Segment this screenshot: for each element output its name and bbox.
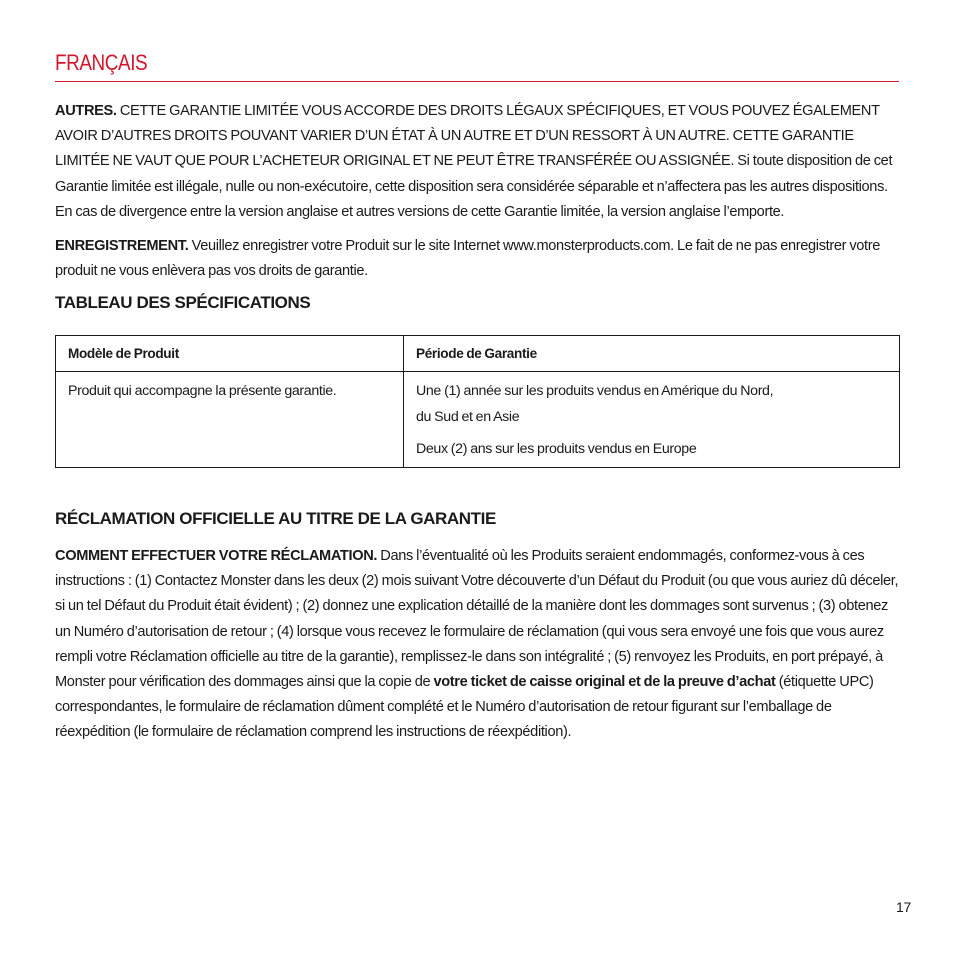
table-row [56,372,900,468]
period-line: Deux (2) ans sur les produits vendus en Europe [416,441,697,457]
claim-emphasis: votre ticket de caisse original et de la preuve d’achat [433,674,776,691]
claim-text: Dans l’éventualité où les Produits seraient endommagés, conformez-vous à ces instructions : (1) Contactez Monster dans les deux (2) mois suivant Votre découverte d’un Défaut du Produit (ou que vous auriez dû déceler, si un tel Défaut du Produit était évident) ; (2) donnez une explication détaillé de la manière dont les dommages sont survenus ; (3) obtenez un Numéro d’autorisation de retour ; (4) lorsque vous recevez le formulaire de réclamation (qui vous sera envoyé une fois que vous aurez rempli votre Réclamation officielle au titre de la garantie), remplissez-le dans son intégralité ; (5) renvoyez les Produits, en port prépayé, à Monster pour vérification des dommages ainsi que la copie de [55,548,899,691]
page-number: 17 [896,899,911,915]
language-title: FRANÇAIS [55,50,148,75]
other-rights-paragraph [55,99,900,225]
product-cell: Produit qui accompagne la présente garantie. [56,372,404,468]
claim-heading: RÉCLAMATION OFFICIELLE AU TITRE DE LA GARANTIE [55,509,496,528]
period-cell [404,372,900,468]
claim-label: COMMENT EFFECTUER VOTRE RÉCLAMATION. [55,548,378,564]
title-divider [55,81,899,82]
table-header-row [56,336,900,372]
period-line: Une (1) année sur les produits vendus en Amérique du Nord, [416,383,774,399]
column-header-product: Modèle de Produit [56,336,404,372]
column-header-period: Période de Garantie [404,336,900,372]
spec-table [55,335,900,468]
registration-paragraph [55,234,900,284]
other-rights-text: CETTE GARANTIE LIMITÉE VOUS ACCORDE DES DROITS LÉGAUX SPÉCIFIQUES, ET VOUS POUVEZ ÉGALEMENT AVOIR D’AUTRES DROITS POUVANT VARIER D’UN ÉTAT À UN AUTRE ET D’UN RESSORT À UN AUTRE. CETTE GARANTIE LIMITÉE NE VAUT QUE POUR L’ACHETEUR ORIGINAL ET NE PEUT ÊTRE TRANSFÉRÉE OU ASSIGNÉE. Si toute disposition de cet Garantie limitée est illégale, nulle ou non-exécutoire, cette disposition sera considérée séparable et n’affectera pas les autres dispositions. En cas de divergence entre la version anglaise et autres versions de cette Garantie limitée, la version anglaise l’emporte. [55,103,893,220]
registration-label: ENREGISTREMENT. [55,238,189,254]
spec-table-heading: TABLEAU DES SPÉCIFICATIONS [55,293,311,312]
other-rights-label: AUTRES. [55,103,117,119]
claim-paragraph [55,544,900,746]
claim-text-continued: (étiquette UPC) correspondantes, le formulaire de réclamation dûment complété et le Numéro d’autorisation de retour figurant sur l’emballage de réexpédition (le formulaire de réclamation comprend les instructions de réexpédition). [55,674,874,741]
registration-text: Veuillez enregistrer votre Produit sur le site Internet www.monsterproducts.com. Le fait de ne pas enregistrer votre produit ne vous enlèvera pas vos droits de garantie. [55,238,881,280]
period-line: du Sud et en Asie [416,408,520,425]
